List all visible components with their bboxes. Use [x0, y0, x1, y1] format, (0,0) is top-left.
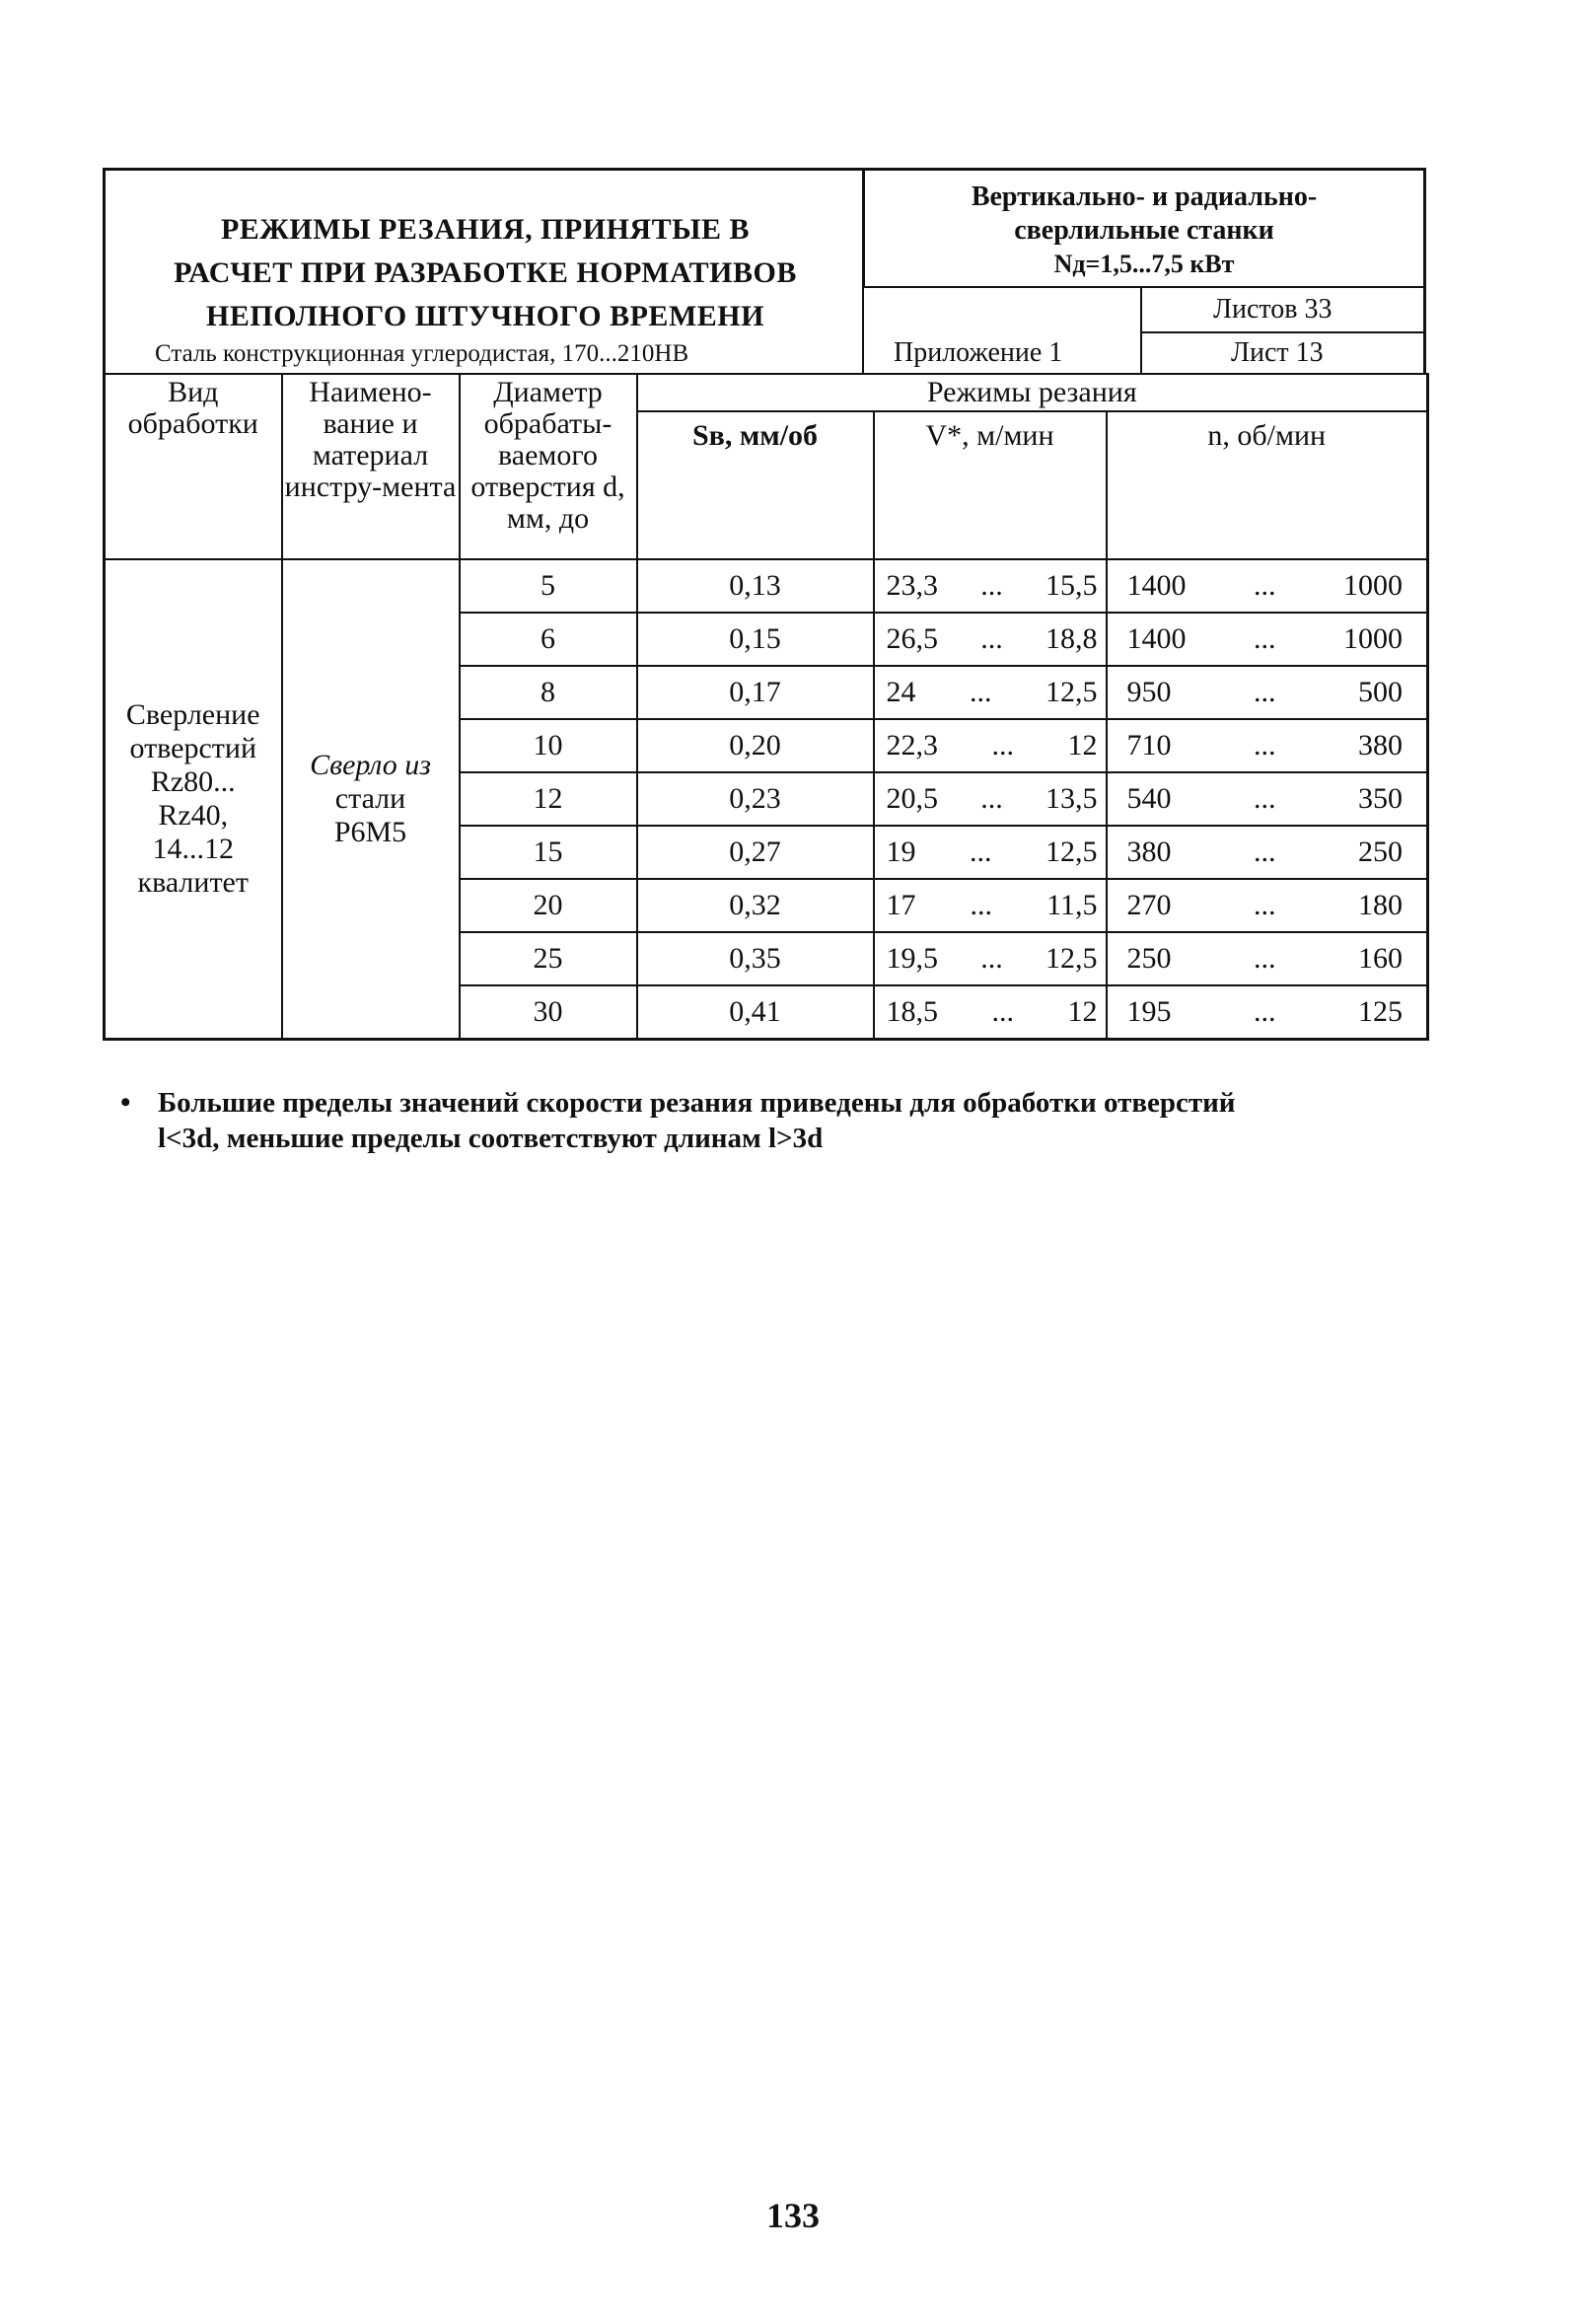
operation-cell — [105, 559, 282, 1039]
operation-line: Сверление — [125, 697, 260, 731]
sheets-total-cell — [1140, 286, 1426, 333]
footnote-line: Большие пределы значений скорости резания приведены для обработки отверстий — [158, 1087, 1236, 1119]
feed-value: 0,17 — [637, 666, 874, 719]
feed-value: 0,35 — [637, 932, 874, 985]
feed-value: 0,32 — [637, 879, 874, 932]
bullet-icon: • — [120, 1086, 131, 1119]
cutting-modes-table — [103, 373, 1429, 1041]
diameter-value: 10 — [460, 719, 637, 772]
rpm-value: 380 ... 250 — [1107, 826, 1428, 879]
col-header-operation: Вид обработки — [105, 374, 282, 559]
tool-line: Р6М5 — [333, 815, 407, 848]
title-block — [103, 168, 865, 378]
diameter-value: 12 — [460, 772, 637, 826]
diameter-value: 8 — [460, 666, 637, 719]
diameter-value: 6 — [460, 613, 637, 666]
feed-value: 0,27 — [637, 826, 874, 879]
operation-line: Rz80... — [150, 764, 236, 798]
machine-line: Вертикально- и радиально- — [971, 182, 1318, 212]
rpm-value: 710 ... 380 — [1107, 719, 1428, 772]
machine-line: сверлильные станки — [1014, 215, 1274, 246]
tool-line: Сверло из — [310, 748, 431, 781]
sheet-cell — [1140, 331, 1426, 375]
operation-line: 14...12 — [152, 832, 234, 865]
rpm-value: 250 ... 160 — [1107, 932, 1428, 985]
sheet-number: Лист 13 — [1231, 337, 1324, 368]
operation-line: отверстий — [129, 731, 257, 764]
tool-line: стали — [334, 781, 406, 815]
appendix-label: Приложение 1 — [894, 337, 1063, 368]
diameter-value: 30 — [460, 985, 637, 1039]
title-line: РАСЧЕТ ПРИ РАЗРАБОТКЕ НОРМАТИВОВ — [174, 256, 797, 289]
rpm-value: 270 ... 180 — [1107, 879, 1428, 932]
speed-value: 22,3 ... 12 — [874, 719, 1107, 772]
appendix-cell — [862, 286, 1142, 375]
feed-value: 0,20 — [637, 719, 874, 772]
feed-value: 0,23 — [637, 772, 874, 826]
speed-value: 18,5 ... 12 — [874, 985, 1107, 1039]
machine-block — [862, 168, 1426, 288]
rpm-value: 950 ... 500 — [1107, 666, 1428, 719]
speed-value: 17 ... 11,5 — [874, 879, 1107, 932]
speed-value: 26,5 ... 18,8 — [874, 613, 1107, 666]
diameter-value: 20 — [460, 879, 637, 932]
feed-value: 0,41 — [637, 985, 874, 1039]
operation-line: Rz40, — [158, 798, 229, 832]
title-line: НЕПОЛНОГО ШТУЧНОГО ВРЕМЕНИ — [206, 300, 764, 332]
sheets-total: Листов 33 — [1213, 294, 1333, 325]
footnote-line: l<3d, меньшие пределы соответствуют длинам l>3d — [158, 1123, 824, 1154]
col-header-speed: V*, м/мин — [874, 411, 1107, 559]
feed-value: 0,13 — [637, 559, 874, 613]
footnote — [120, 1085, 1440, 1156]
rpm-value: 540 ... 350 — [1107, 772, 1428, 826]
feed-value: 0,15 — [637, 613, 874, 666]
speed-value: 24 ... 12,5 — [874, 666, 1107, 719]
col-header-diameter: Диаметр обрабаты-ваемого отверстия d, мм, до — [460, 374, 637, 559]
col-header-feed: Sв, мм/об — [637, 411, 874, 559]
diameter-value: 15 — [460, 826, 637, 879]
tool-cell — [282, 559, 460, 1039]
speed-value: 20,5 ... 13,5 — [874, 772, 1107, 826]
rpm-value: 1400 ... 1000 — [1107, 613, 1428, 666]
speed-value: 19 ... 12,5 — [874, 826, 1107, 879]
power-range: Nд=1,5...7,5 кВт — [1053, 250, 1235, 278]
diameter-value: 25 — [460, 932, 637, 985]
speed-value: 19,5 ... 12,5 — [874, 932, 1107, 985]
title-line: РЕЖИМЫ РЕЗАНИЯ, ПРИНЯТЫЕ В — [220, 213, 751, 246]
col-header-tool: Наимено-вание и материал инстру-мента — [282, 374, 460, 559]
operation-line: квалитет — [137, 865, 249, 899]
col-header-modes: Режимы резания — [637, 374, 1428, 411]
page-number: 133 — [766, 2196, 820, 2235]
diameter-value: 5 — [460, 559, 637, 613]
col-header-rpm: n, об/мин — [1107, 411, 1428, 559]
material-subtitle: Сталь конструкционная углеродистая, 170...210НВ — [155, 340, 689, 367]
speed-value: 23,3 ... 15,5 — [874, 559, 1107, 613]
rpm-value: 1400 ... 1000 — [1107, 559, 1428, 613]
page-title — [106, 208, 865, 338]
rpm-value: 195 ... 125 — [1107, 985, 1428, 1039]
